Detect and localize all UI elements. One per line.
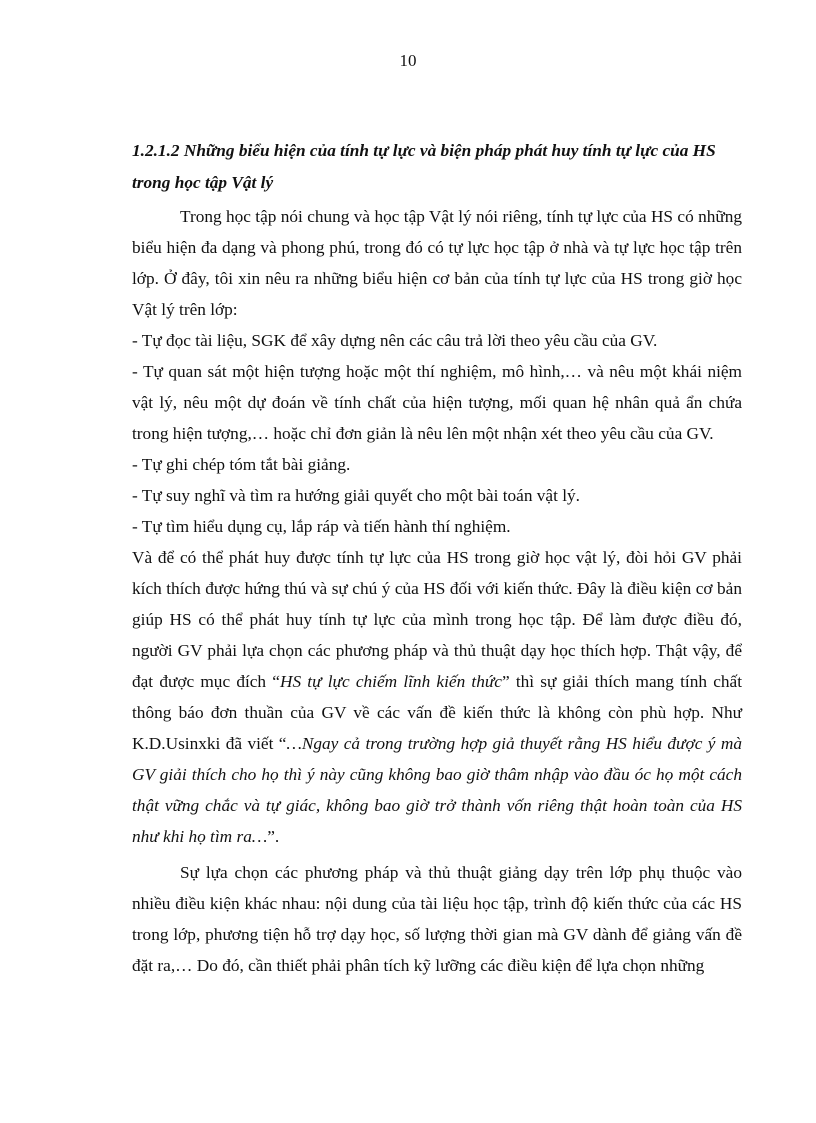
paragraph-text: Và để có thể phát huy được tính tự lực của HS trong giờ học vật lý, đòi hỏi GV phải kích thích được hứng thú và sự chú ý của HS đối với kiến thức. Đây là điều kiện cơ bản giúp HS có thể phát huy tính tự lực của mình trong học tập. Để làm được điều đó, người GV phải lựa chọn các phương pháp và thủ thuật dạy học thích hợp. Thật vậy, để đạt được mục đích “ (132, 548, 742, 691)
quotation: …Ngay cả trong trường hợp giả thuyết rằng HS hiểu được ý mà GV giải thích cho họ thì ý này cũng không bao giờ thâm nhập vào đầu óc họ một cách thật vững chắc và tự giác, không bao giờ trở thành vốn riêng thật hoàn toàn của HS như khi họ tìm ra… (132, 734, 743, 846)
list-item: - Tự quan sát một hiện tượng hoặc một thí nghiệm, mô hình,… và nêu một khái niệm vật lý, nêu một dự đoán về tính chất của hiện tượng, mối quan hệ nhân quả ẩn chứa trong hiện tượng,… hoặc chỉ đơn giản là nêu lên một nhận xét theo yêu cầu của GV. (132, 362, 742, 443)
intro-paragraph: Trong học tập nói chung và học tập Vật lý nói riêng, tính tự lực của HS có những biểu hiện đa dạng và phong phú, trong đó có tự lực học tập ở nhà và tự lực học tập trên lớp. Ở đây, tôi xin nêu ra những biểu hiện cơ bản của tính tự lực của HS trong giờ học Vật lý trên lớp: (132, 207, 742, 319)
list-item: - Tự suy nghĩ và tìm ra hướng giải quyết cho một bài toán vật lý. (132, 486, 580, 505)
manifestation-list (132, 325, 742, 542)
list-item: - Tự ghi chép tóm tắt bài giảng. (132, 455, 351, 474)
method-selection-paragraph: Sự lựa chọn các phương pháp và thủ thuật giảng dạy trên lớp phụ thuộc vào nhiều điều kiện khác nhau: nội dung của tài liệu học tập, trình độ kiến thức của các HS trong lớp, phương tiện hỗ trợ dạy học, số lượng thời gian mà GV dành để giảng vấn đề đặt ra,… Do đó, cần thiết phải phân tích kỹ lưỡng các điều kiện để lựa chọn những (132, 863, 742, 975)
list-item: - Tự đọc tài liệu, SGK để xây dựng nên các câu trả lời theo yêu cầu của GV. (132, 331, 658, 350)
list-item: - Tự tìm hiểu dụng cụ, lắp ráp và tiến hành thí nghiệm. (132, 517, 511, 536)
page-number: 10 (399, 51, 417, 70)
document-body (132, 135, 742, 981)
promotion-paragraph (132, 542, 742, 852)
paragraph-text: ” thì sự giải thích mang tính chất thông báo đơn thuần của GV về các vấn đề kiến thức là không còn phù hợp. Như K.D.Usinxki đã viết “ (132, 672, 742, 753)
italic-phrase: HS tự lực chiếm lĩnh kiến thức (279, 672, 502, 691)
section-heading: 1.2.1.2 Những biểu hiện của tính tự lực và biện pháp phát huy tính tự lực của HS trong học tập Vật lý (132, 141, 716, 192)
paragraph-text: ”. (267, 827, 280, 846)
